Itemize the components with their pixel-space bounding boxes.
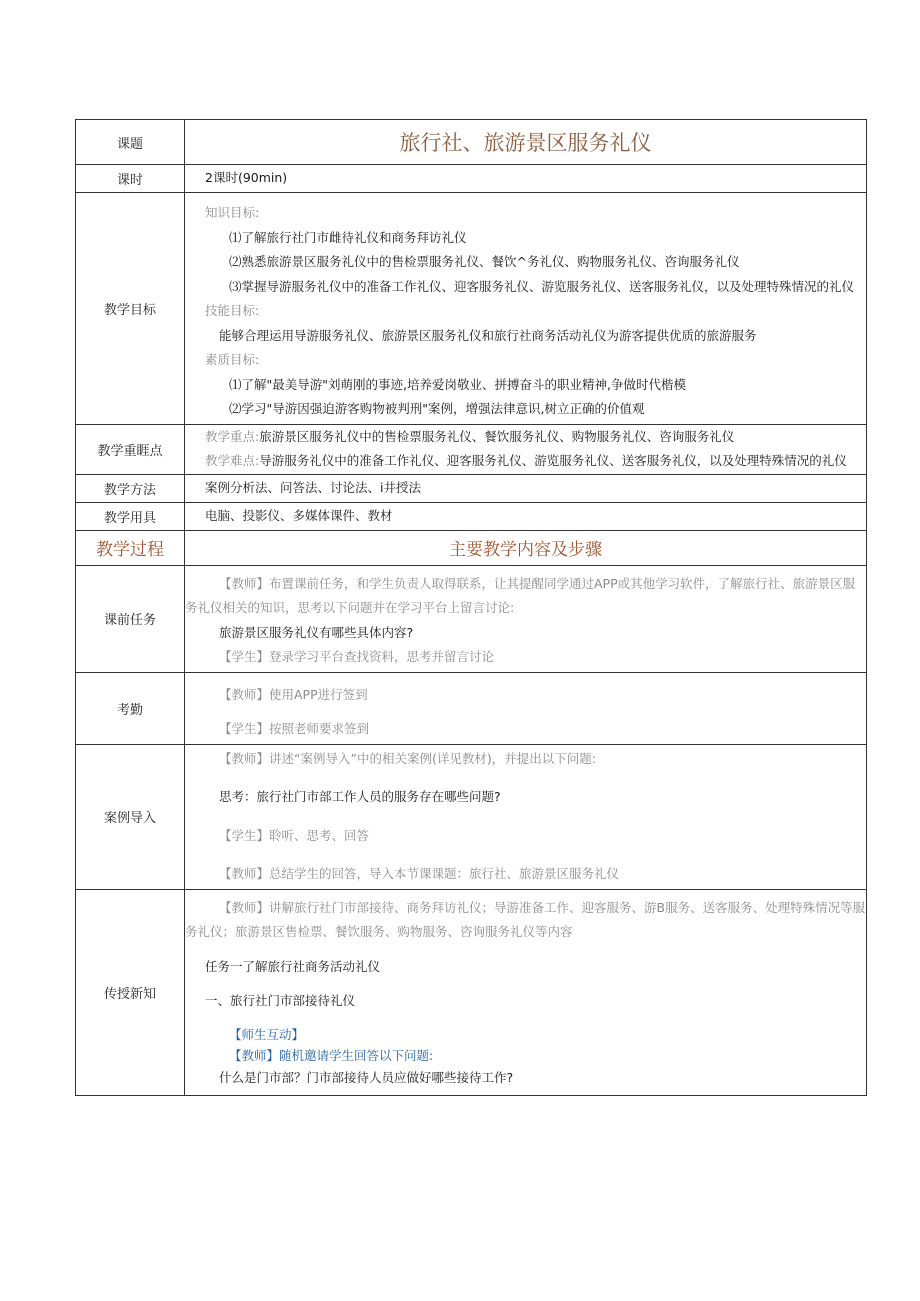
case-summary: 【教师】总结学生的回答，导入本节课课题：旅行社、旅游景区服务礼仪: [219, 866, 620, 881]
focus-label: 教学重点:: [205, 428, 260, 444]
key-points-cell: [185, 424, 867, 474]
row-case-intro: [76, 744, 867, 889]
case-think: 思考：旅行社门市部工作人员的服务存在哪些问题?: [219, 789, 501, 804]
process-title: 主要教学内容及步骤: [185, 530, 867, 565]
label-new-knowledge: 传授新知: [76, 889, 185, 1095]
tools-cell: [185, 502, 867, 530]
attendance-cell: [185, 672, 867, 744]
row-new-knowledge: [76, 889, 867, 1095]
nk-section1: 一、旅行社门市部接待礼仪: [205, 993, 356, 1008]
nk-question: 什么是门市部？门市部接待人员应做好哪些接待工作?: [219, 1069, 514, 1085]
label-case-intro: 案例导入: [76, 744, 185, 889]
case-student: 【学生】聆听、思考、回答: [219, 827, 370, 843]
label-tools: 教学用具: [76, 502, 185, 530]
row-hours: [76, 165, 867, 193]
skill-1: 能够合理运用导游服务礼仪、旅游景区服务礼仪和旅行社商务活动礼仪为游客提供优质的旅游服务: [219, 327, 757, 343]
attendance-teacher: 【教师】使用APP进行签到: [219, 686, 368, 702]
label-subject: 课题: [76, 120, 185, 165]
new-knowledge-cell: [185, 889, 867, 1095]
case-teacher: 【教师】讲述“案例导入”中的相关案例(详见教材)，并提出以下问题:: [219, 750, 596, 766]
label-attendance: 考勤: [76, 672, 185, 744]
pre-task-teacher: 【教师】布置课前任务，和学生负责人取得联系，让其提醒同学通过APP或其他学习软件，了解旅行社、旅游景区服务礼仪相关的知识，思考以下问题并在学习平台上留言讨论:: [185, 575, 856, 615]
row-tools: [76, 502, 867, 530]
quality-title: 素质目标:: [205, 352, 260, 367]
knowledge-3: ⑶掌握导游服务礼仪中的准备工作礼仪、迎客服务礼仪、游览服务礼仪、送客服务礼仪，以及处理特殊情况的礼仪: [229, 278, 855, 294]
attendance-student: 【学生】按照老师要求签到: [219, 721, 370, 736]
knowledge-title: 知识目标:: [205, 205, 260, 220]
quality-1: ⑴了解"最美导游"刘萌刚的事迹,培养爱岗敬业、拼搏奋斗的职业精神,争做时代楷模: [229, 376, 686, 392]
difficulty-label: 教学难点:: [205, 453, 260, 468]
pre-task-student: 【学生】登录学习平台查找资料，思考并留言讨论: [219, 649, 495, 664]
nk-teacher2: 【教师】随机邀请学生回答以下问题:: [229, 1047, 434, 1063]
row-key-points: [76, 424, 867, 474]
process-label: 教学过程: [76, 530, 185, 565]
tools-value: 电脑、投影仪、多媒体课件、教材: [205, 507, 393, 523]
row-methods: [76, 474, 867, 502]
focus-line: [185, 425, 866, 450]
label-objectives: 教学目标: [76, 193, 185, 425]
row-pre-task: [76, 565, 867, 672]
row-attendance: [76, 672, 867, 744]
difficulty-line: [185, 449, 866, 474]
difficulty-text: 导游服务礼仪中的准备工作礼仪、迎客服务礼仪、游览服务礼仪、送客服务礼仪，以及处理特殊情况的礼仪: [259, 453, 847, 468]
knowledge-2: ⑵熟悉旅游景区服务礼仪中的售检票服务礼仪、餐饮^务礼仪、购物服务礼仪、咨询服务礼仪: [229, 254, 740, 269]
label-pre-task: 课前任务: [76, 565, 185, 672]
knowledge-1: ⑴了解旅行社门市雌待礼仪和商务拜访礼仪: [229, 229, 467, 245]
nk-task1: 任务一了解旅行社商务活动礼仪: [205, 958, 381, 974]
lesson-title: 旅行社、旅游景区服务礼仪: [185, 120, 867, 165]
row-process-header: [76, 530, 867, 565]
nk-interaction: 【师生互动】: [229, 1026, 305, 1042]
label-hours: 课时: [76, 165, 185, 193]
pre-task-cell: [185, 565, 867, 672]
focus-text: 旅游景区服务礼仪中的售检票服务礼仪、餐饮服务礼仪、购物服务礼仪、咨询服务礼仪: [259, 428, 735, 444]
quality-2: ⑵学习"导游因强迫游客购物被判刑"案例，增强法律意识,树立正确的价值观: [229, 401, 645, 416]
row-objectives: [76, 193, 867, 425]
methods-cell: [185, 474, 867, 502]
lesson-plan-table: [75, 119, 867, 1096]
nk-teacher: 【教师】讲解旅行社门市部接待、商务拜访礼仪；导游准备工作、迎客服务、游B服务、送客服务、处理特殊情况等服务礼仪；旅游景区售检票、餐饮服务、购物服务、咨询服务礼仪等内容: [185, 899, 866, 939]
objectives-cell: [185, 193, 867, 425]
label-methods: 教学方法: [76, 474, 185, 502]
case-intro-cell: [185, 744, 867, 889]
skill-title: 技能目标:: [205, 303, 260, 318]
label-key-points: 教学重睚点: [76, 424, 185, 474]
row-subject: [76, 120, 867, 165]
hours-cell: [185, 165, 867, 193]
hours-value: 2课时(90min): [205, 170, 288, 186]
methods-value: 案例分析法、问答法、讨论法、i井授法: [205, 479, 421, 495]
pre-task-question: 旅游景区服务礼仪有哪些具体内容?: [219, 624, 414, 640]
